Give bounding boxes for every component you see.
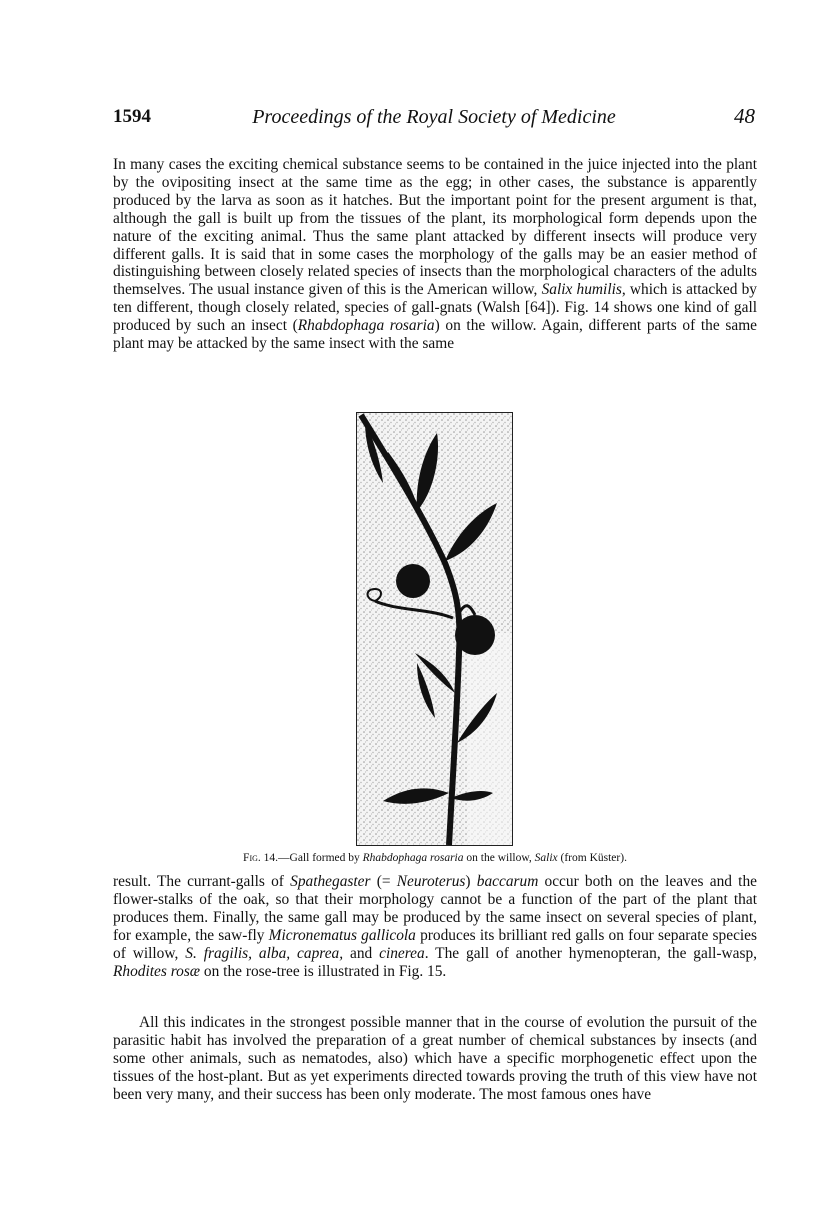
figure-14-illustration bbox=[356, 412, 513, 846]
p1-species-salix-humilis: Salix humilis bbox=[541, 281, 622, 299]
rosette-gall bbox=[396, 564, 430, 598]
caption-species: Rhabdophaga rosaria bbox=[362, 852, 464, 864]
p2-species-rhodites: Rhodites rosæ bbox=[113, 962, 201, 980]
paragraph-3: All this indicates in the strongest possible manner that in the course of evolution the pursuit of the parasitic habit has involved the preparation of a great number of chemical substances by insects (and some other animals, such as nematodes, also) which have a specific morphogenetic effect upon the tissues of the host-plant. But as yet experiments directed towards proving the truth of this view have not been very many, and their success has been only moderate. The most famous ones have bbox=[113, 1014, 757, 1103]
journal-title: Proceedings of the Royal Society of Medicine bbox=[252, 106, 616, 128]
volume-number: 48 bbox=[734, 104, 755, 128]
caption-text-1: —Gall formed by bbox=[278, 852, 363, 864]
p2-text-3: ) bbox=[465, 873, 477, 890]
paragraph-2 bbox=[113, 873, 757, 980]
page-number: 1594 bbox=[113, 106, 151, 127]
figure-14-caption bbox=[113, 852, 757, 864]
p2-text-8: on the rose-tree is illustrated in Fig. 15. bbox=[200, 962, 447, 980]
rosette-gall bbox=[455, 615, 495, 655]
p2-text-2: (= bbox=[370, 873, 397, 890]
caption-text-3: (from Küster). bbox=[557, 852, 627, 864]
figure-label: Fig. 14. bbox=[243, 852, 279, 864]
p2-species-baccarum: baccarum bbox=[476, 873, 539, 890]
paragraph-1 bbox=[113, 156, 757, 353]
p2-text-4: occur both on the leaves and the flower-stalks of the oak, so that their morphology cannot be a function of the part of the plant that produces them. Finally, the same gall may be produced by the same insect on several species of plant, for example, the saw-fly bbox=[113, 873, 757, 944]
willow-gall-drawing bbox=[357, 413, 512, 845]
background-light-area bbox=[467, 633, 512, 845]
p1-text-3: ) on the willow. Again, different parts of the same plant may be attacked by the same insect with the same bbox=[113, 317, 758, 353]
p1-species-rhabdophaga: Rhabdophaga rosaria bbox=[297, 317, 435, 335]
p2-species-micronematus: Micronematus gallicola bbox=[268, 926, 416, 944]
p2-species-neuroterus: Neuroterus bbox=[396, 873, 466, 890]
p2-text-7: . The gall of another hymenopteran, the gall-wasp, bbox=[424, 944, 757, 962]
p2-text-6: and bbox=[343, 944, 380, 962]
caption-genus: Salix bbox=[534, 852, 558, 864]
p2-species-cinerea: cinerea bbox=[379, 944, 425, 962]
p1-text-2: , which is attacked by ten different, though closely related, species of gall-gnats (Walsh [64]). Fig. 14 shows one kind of gall produced by such an insect ( bbox=[113, 281, 757, 335]
caption-text-2: on the willow, bbox=[463, 852, 535, 864]
p2-species-willows: S. fragilis, alba, caprea, bbox=[185, 944, 344, 962]
p1-text-1: In many cases the exciting chemical substance seems to be contained in the juice injected into the plant by the ovipositing insect at the same time as the egg; in other cases, the substance is apparently produced by the larva as soon as it hatches. But the important point for the present argument is that, although the gall is built up from the tissues of the plant, its morphological form depends upon the nature of the exciting animal. Thus the same plant attacked by different insects will produce very different galls. It is said that in some cases the morphology of the galls may be an easier method of distinguishing between closely related species of insects than the morphological characters of the adults themselves. The usual instance given of this is the American willow, bbox=[113, 156, 757, 299]
p2-text-1: result. The currant-galls of bbox=[113, 873, 291, 890]
page-header bbox=[113, 106, 755, 136]
p2-text-5: produces its brilliant red galls on four separate species of willow, bbox=[113, 926, 758, 962]
p2-species-spathegaster: Spathegaster bbox=[290, 873, 371, 890]
